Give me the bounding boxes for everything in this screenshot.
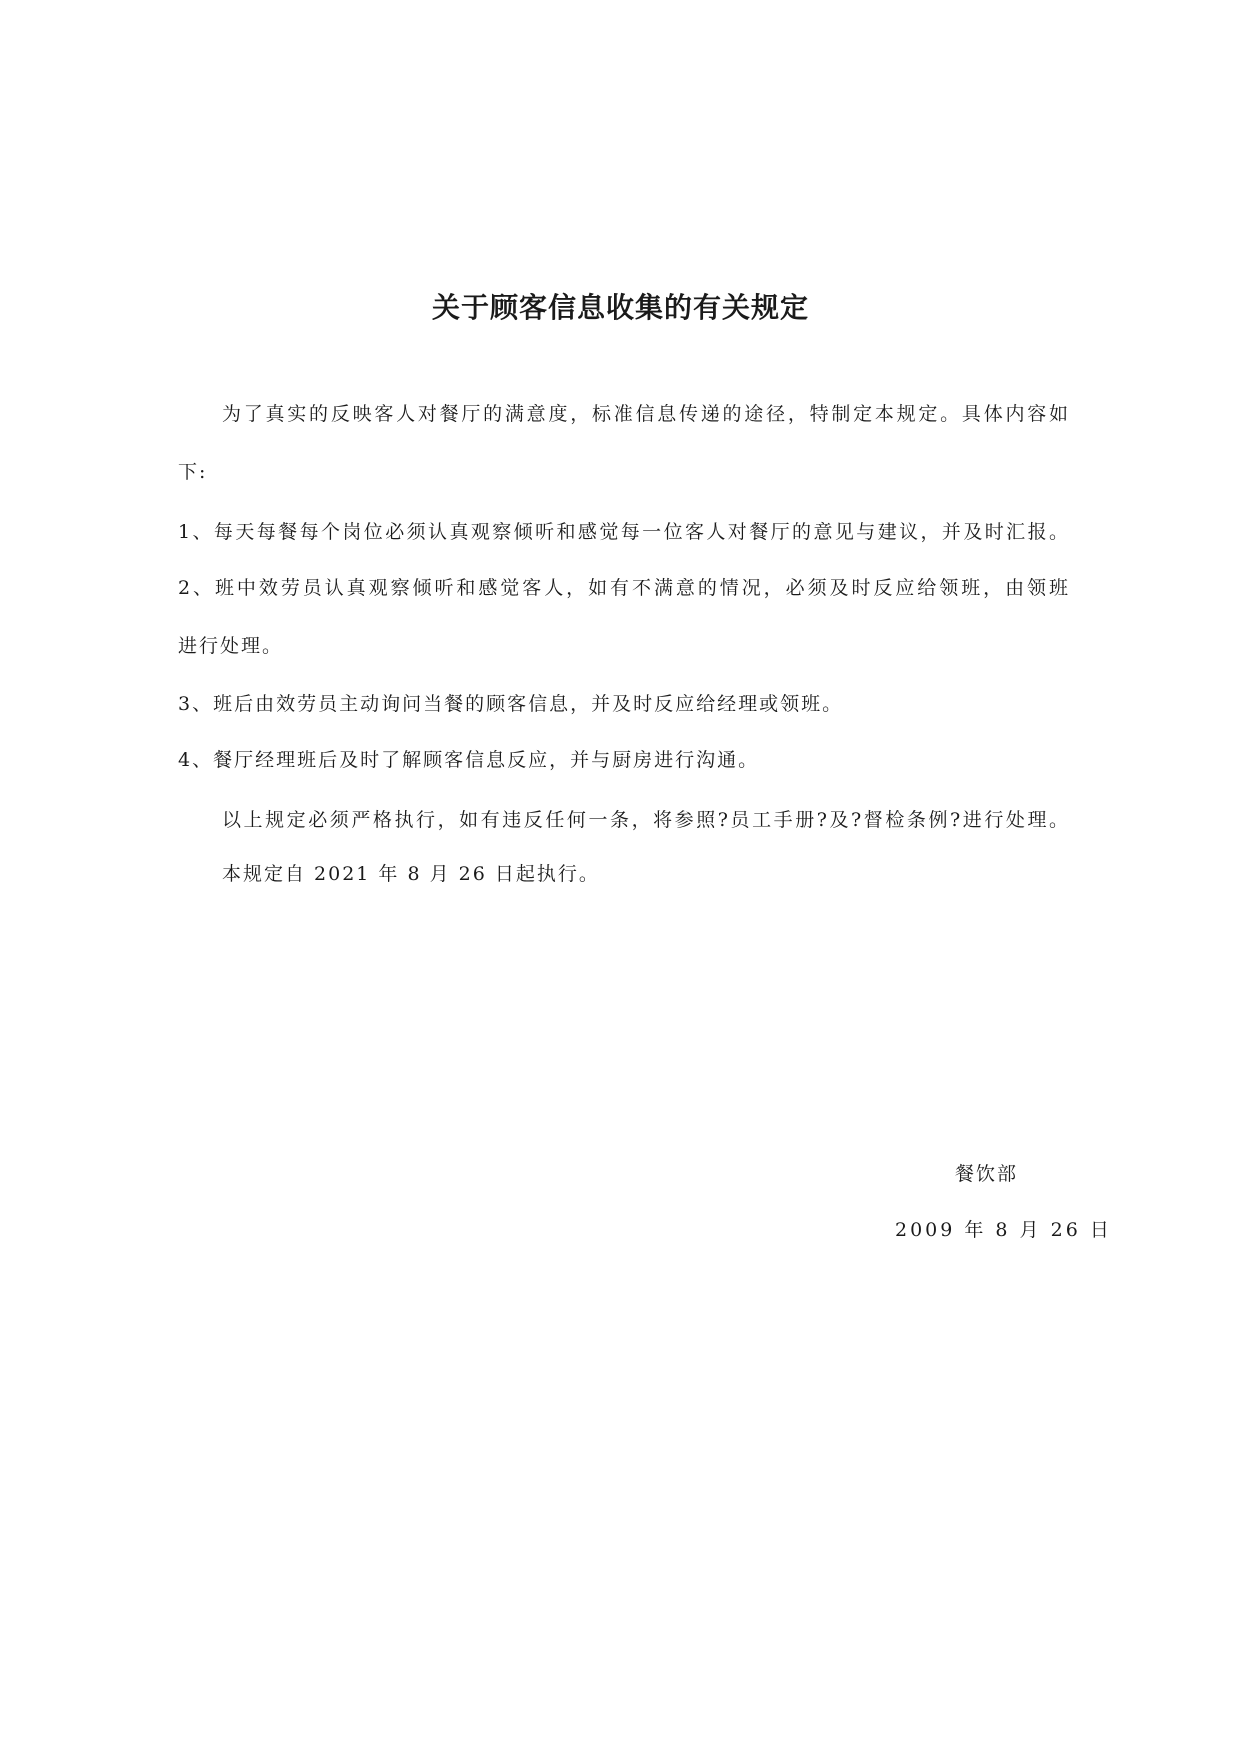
rule-item-2-line-2: 进行处理。: [178, 635, 284, 657]
rule-item-4: 4、餐厅经理班后及时了解顾客信息反应，并与厨房进行沟通。: [178, 749, 760, 771]
signature-date: 2009 年 8 月 26 日: [895, 1219, 1112, 1241]
rule-item-2-line-1: 2、班中效劳员认真观察倾听和感觉客人，如有不满意的情况，必须及时反应给领班，由领班: [178, 577, 1068, 599]
signature-department: 餐饮部: [955, 1163, 1019, 1185]
intro-paragraph-line-2: 下:: [178, 461, 208, 483]
rule-item-1: 1、每天每餐每个岗位必须认真观察倾听和感觉每一位客人对餐厅的意见与建议，并及时汇报。: [178, 521, 1068, 543]
closing-statement: 以上规定必须严格执行，如有违反任何一条，将参照?员工手册?及?督检条例?进行处理。: [222, 809, 1068, 831]
intro-paragraph-line-1: 为了真实的反映客人对餐厅的满意度，标准信息传递的途径，特制定本规定。具体内容如: [222, 403, 1068, 425]
document-title: 关于顾客信息收集的有关规定: [431, 291, 809, 324]
effective-date-statement: 本规定自 2021 年 8 月 26 日起执行。: [222, 863, 600, 885]
rule-item-3: 3、班后由效劳员主动询问当餐的顾客信息，并及时反应给经理或领班。: [178, 693, 844, 715]
